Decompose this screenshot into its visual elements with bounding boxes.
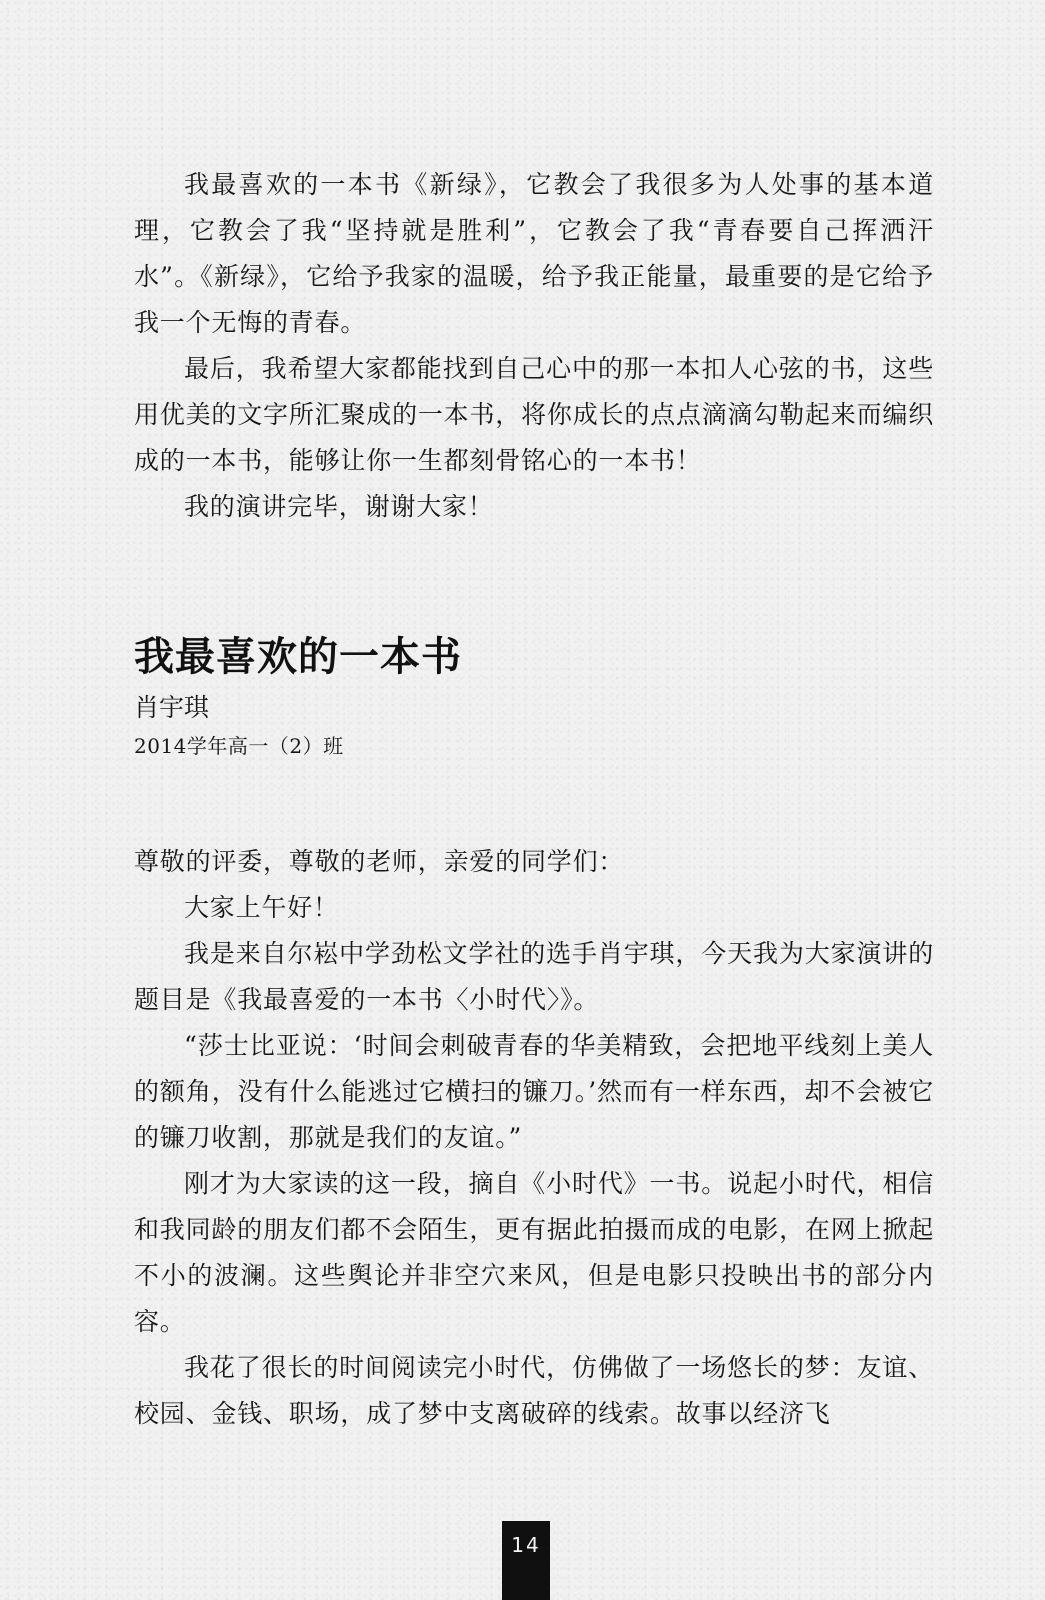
page-number: 14 — [502, 1521, 550, 1600]
body-paragraph: “莎士比亚说：‘时间会刺破青春的华美精致，会把地平线刻上美人的额角，没有什么能逃过它横扫的镰刀。’然而有一样东西，却不会被它的镰刀收割，那就是我们的友谊。” — [134, 1031, 934, 1152]
article-author: 肖宇琪 — [134, 693, 210, 722]
salutation: 尊敬的评委，尊敬的老师，亲爱的同学们： — [134, 847, 625, 876]
body-paragraph: 最后，我希望大家都能找到自己心中的那一本扣人心弦的书，这些用优美的文字所汇聚成的一本书，将你成长的点点滴滴勾勒起来而编织成的一本书，能够让你一生都刻骨铭心的一本书！ — [134, 354, 934, 475]
previous-article-ending — [134, 162, 934, 530]
author-class: 2014学年高一（2）班 — [134, 734, 344, 758]
body-paragraph: 大家上午好！ — [184, 893, 339, 922]
body-paragraph: 刚才为大家读的这一段，摘自《小时代》一书。说起小时代，相信和我同龄的朋友们都不会陌生，更有据此拍摄而成的电影，在网上掀起不小的波澜。这些舆论并非空穴来风，但是电影只投映出书的部分内容。 — [134, 1169, 934, 1336]
closing-line: 我的演讲完毕，谢谢大家！ — [184, 492, 494, 521]
article-title: 我最喜欢的一本书 — [134, 634, 462, 680]
body-paragraph: 我最喜欢的一本书《新绿》，它教会了我很多为人处事的基本道理，它教会了我“坚持就是胜利”，它教会了我“青春要自己挥洒汗水”。《新绿》，它给予我家的温暖，给予我正能量，最重要的是它给予我一个无悔的青春。 — [134, 170, 934, 337]
article-body — [134, 839, 934, 1437]
body-paragraph: 我花了很长的时间阅读完小时代，仿佛做了一场悠长的梦：友谊、校园、金钱、职场，成了梦中支离破碎的线索。故事以经济飞 — [134, 1353, 934, 1428]
body-paragraph: 我是来自尔崧中学劲松文学社的选手肖宇琪，今天我为大家演讲的题目是《我最喜爱的一本书〈小时代〉》。 — [134, 939, 934, 1014]
